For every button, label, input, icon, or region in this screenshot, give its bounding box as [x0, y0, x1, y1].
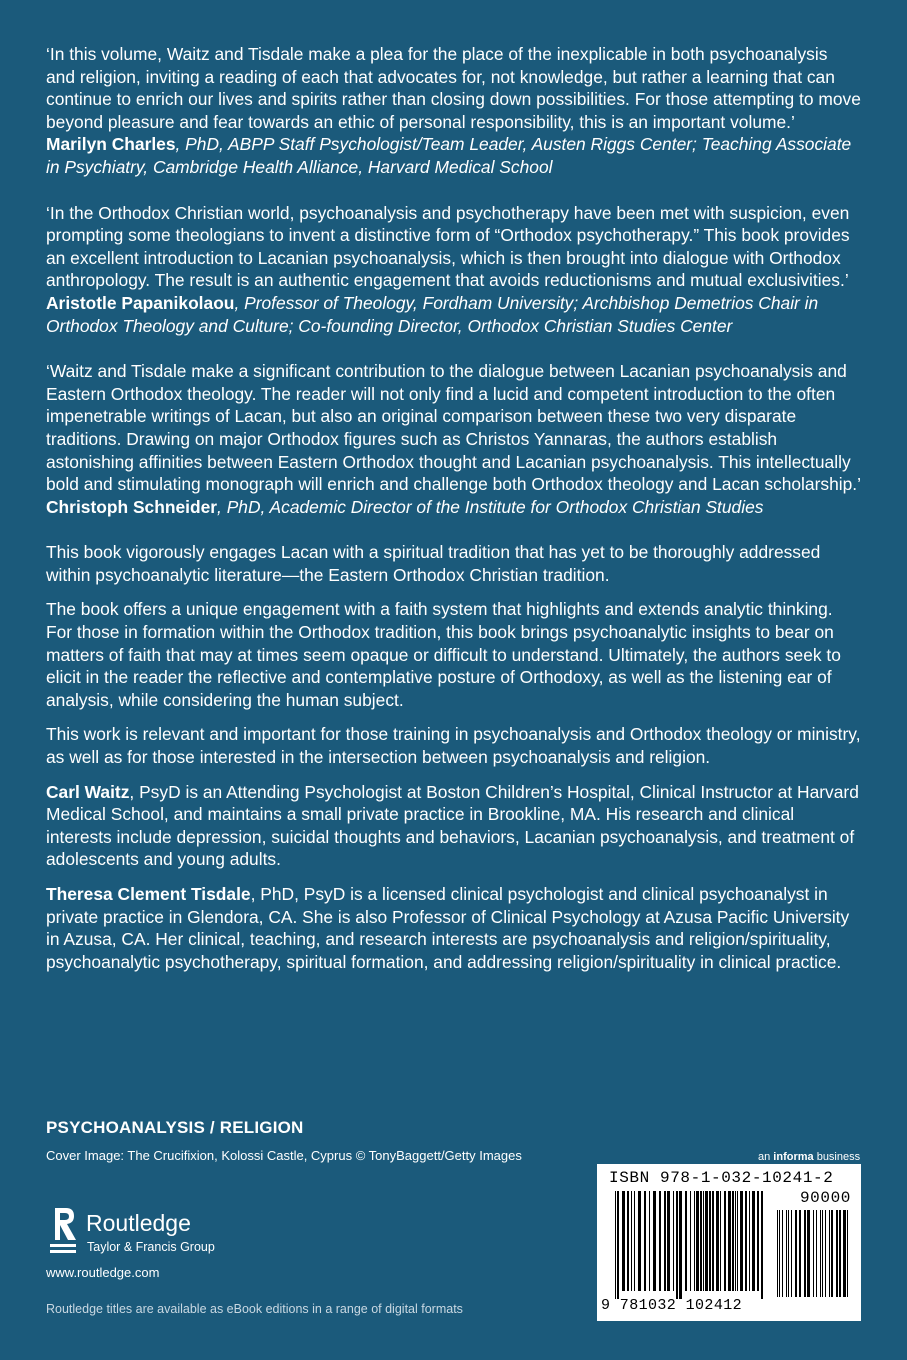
barcode-bar [724, 1191, 726, 1291]
barcode-bar [627, 1191, 629, 1291]
author-name: Carl Waitz [46, 781, 130, 802]
barcode-bar [676, 1191, 678, 1299]
barcode-bar [700, 1191, 702, 1291]
barcode-bar [788, 1210, 789, 1297]
barcode-bar [822, 1210, 823, 1297]
barcode-bar [631, 1191, 632, 1291]
barcode-bar [740, 1191, 743, 1291]
barcode-bar [831, 1210, 833, 1297]
barcode-bar [843, 1210, 846, 1297]
review-attribution [46, 292, 861, 337]
barcode-bar [696, 1191, 699, 1291]
barcode-bar [664, 1191, 666, 1291]
author-name: Theresa Clement Tisdale [46, 884, 251, 904]
review-quote: ‘In this volume, Waitz and Tisdale make a plea for the place of the inexplicable in both psychoanalysis and religion, inviting a reading of each that advocates for, not knowledge, but rather a learning that can continue to enrich our lives and spirits rather than closing down possibilities. For those attempting to move beyond pleasure and fear towards an ethic of personal responsibility, this is an important volume.’ [46, 44, 861, 132]
review-quote: ‘In the Orthodox Christian world, psychoanalysis and psychotherapy have been met with suspicion, even prompting some theologians to invent a distinctive form of “Orthodox psychotherapy.” This book provides an excellent introduction to Lacanian psychoanalysis, which is then brought into dialogue with Orthodox anthropology. The result is an authentic engagement that avoids reductionisms and mutual exclusivities.’ [46, 202, 850, 291]
reviewer-credentials: , PhD, ABPP Staff Psychologist/Team Leader, Austen Riggs Center; Teaching Associate in Psychiatry, Cambridge Health Alliance, Harvard Medical School [46, 134, 852, 177]
subject-category: PSYCHOANALYSIS / RELIGION [46, 1118, 304, 1137]
barcode-bar [799, 1210, 801, 1297]
barcode-bar [659, 1191, 661, 1291]
barcode-bar [720, 1191, 721, 1291]
barcode-bar [705, 1191, 708, 1291]
barcode-bar [795, 1210, 797, 1297]
barcode-bar [622, 1191, 625, 1291]
publisher-name: Routledge [86, 1210, 191, 1236]
barcode-bar [782, 1210, 783, 1297]
barcode-bar [847, 1210, 848, 1297]
barcode-bar [638, 1191, 641, 1291]
routledge-logo-icon [46, 1206, 78, 1256]
barcode-bar [761, 1191, 763, 1299]
reviewer-credentials: , Professor of Theology, Fordham University; Archbishop Demetrios Chair in Orthodox Theology and Culture; Co-founding Director, Orthodox Christian Studies Center [46, 292, 819, 336]
price-code: 90000 [799, 1189, 851, 1207]
description-paragraph: This book vigorously engages Lacan with a spiritual tradition that has yet to be thoroughly addressed within psychoanalytic literature—the Eastern Orthodox Christian tradition. [46, 542, 821, 585]
ean-barcode-bars [615, 1191, 765, 1299]
informa-suffix: business [813, 1151, 861, 1163]
barcode-bar [777, 1210, 778, 1297]
barcode-bar [709, 1191, 711, 1291]
review-2 [46, 202, 861, 338]
informa-brand: informa [773, 1151, 814, 1163]
review-attribution [46, 496, 861, 519]
barcode-bar [749, 1191, 750, 1291]
barcode-bar [653, 1191, 656, 1291]
barcode-bar [836, 1210, 838, 1297]
reviewer-credentials: , PhD, Academic Director of the Institute for Orthodox Christian Studies [217, 496, 764, 517]
barcode-bar [679, 1191, 682, 1299]
barcode-bar [685, 1191, 687, 1291]
informa-business-tag [758, 1151, 860, 1163]
barcode-bar [615, 1191, 616, 1299]
barcode-bar [786, 1210, 787, 1297]
barcode-bar [820, 1210, 821, 1297]
review-attribution [46, 133, 861, 178]
barcode-bar [757, 1191, 759, 1291]
barcode-bar [829, 1210, 830, 1297]
barcode-bar [617, 1191, 619, 1299]
barcode-bar [735, 1191, 736, 1291]
reviewer-name: Christoph Schneider [46, 496, 218, 517]
barcode-bar [779, 1210, 780, 1297]
back-cover-text [46, 43, 861, 985]
barcode-bar [716, 1191, 719, 1291]
barcode-bar [649, 1191, 650, 1291]
review-quote: ‘Waitz and Tisdale make a significant contribution to the dialogue between Lacanian psychoanalysis and Eastern Orthodox theology. The reader will not only find a lucid and competent introduction to the often impenetrable writings of Lacan, but also an original comparison between these two very disparate traditions. Drawing on major Orthodox figures such as Christos Yannaras, the authors establish astonishing affinities between Eastern Orthodox thought and Lacanian psychoanalysis. This intellectually bold and stimulating monograph will enrich and challenge both Orthodox theology and Lacan scholarship.’ [46, 361, 861, 495]
informa-prefix: an [758, 1151, 774, 1163]
barcode-bar [816, 1210, 817, 1297]
isbn-number: ISBN 978-1-032-10241-2 [609, 1169, 834, 1187]
barcode-bar [667, 1191, 670, 1291]
barcode-bar [745, 1191, 747, 1291]
barcode-bar [634, 1191, 635, 1291]
barcode-bar [728, 1191, 731, 1291]
author-bio-text: , PsyD is an Attending Psychologist at Boston Children’s Hospital, Clinical Instructor at Harvard Medical School, and maintains a small private practice in Brookline, MA. His research and clinical interests include depression, suicidal thoughts and behaviors, Lacanian psychoanalysis, and treatment of adolescents and young adults. [46, 781, 859, 870]
barcode-bar [752, 1191, 755, 1291]
barcode-bar [703, 1191, 704, 1291]
author-bio [46, 883, 861, 973]
ean-digits: 9 781032 102412 [601, 1297, 743, 1314]
isbn-barcode [597, 1164, 861, 1321]
barcode-bar [737, 1191, 738, 1291]
publisher-group: Taylor & Francis Group [87, 1240, 215, 1254]
barcode-bar [807, 1210, 810, 1297]
author-bio [46, 781, 861, 871]
barcode-bar [694, 1191, 695, 1291]
cover-image-credit: Cover Image: The Crucifixion, Kolossi Castle, Cyprus © TonyBaggett/Getty Images [46, 1148, 522, 1163]
review-1 [46, 43, 861, 179]
addon-barcode-bars [777, 1210, 851, 1305]
ebook-note: Routledge titles are available as eBook editions in a range of digital formats [46, 1302, 463, 1316]
barcode-bar [712, 1191, 714, 1291]
description-paragraph: The book offers a unique engagement with a faith system that highlights and extends analytic thinking. For those in formation within the Orthodox tradition, this book brings psychoanalytic insights to bear on matters of faith that may at times seem opaque or difficult to understand. Ultimately, the authors seek to elicit in the reader the reflective and contemplative posture of Orthodoxy, as well as the listening ear of analysis, while considering the human subject. [46, 599, 841, 710]
barcode-bar [839, 1210, 841, 1297]
reviewer-name: Marilyn Charles [46, 134, 176, 155]
barcode-bar [804, 1210, 806, 1297]
barcode-bar [673, 1191, 674, 1291]
barcode-bar [732, 1191, 734, 1291]
author-bio-text: , PhD, PsyD is a licensed clinical psychologist and clinical psychoanalyst in private practice in Glendora, CA. She is also Professor of Clinical Psychology at Azusa Pacific University in Azusa, CA. Her clinical, teaching, and research interests are psychoanalysis and religion/spirituality, psychoanalytic psychotherapy, spiritual formation, and addressing religion/spirituality in clinical practice. [46, 884, 850, 972]
barcode-bar [690, 1191, 691, 1291]
reviewer-name: Aristotle Papanikolaou [46, 292, 235, 313]
barcode-bar [813, 1210, 814, 1297]
description-paragraph: This work is relevant and important for those training in psychoanalysis and Orthodox theology or ministry, as well as for those interested in the intersection between psychoanalysis and religion. [46, 724, 861, 768]
barcode-bar [791, 1210, 792, 1297]
barcode-bar [644, 1191, 646, 1291]
review-3 [46, 360, 861, 518]
barcode-bar [825, 1210, 826, 1297]
publisher-website[interactable]: www.routledge.com [46, 1265, 160, 1280]
